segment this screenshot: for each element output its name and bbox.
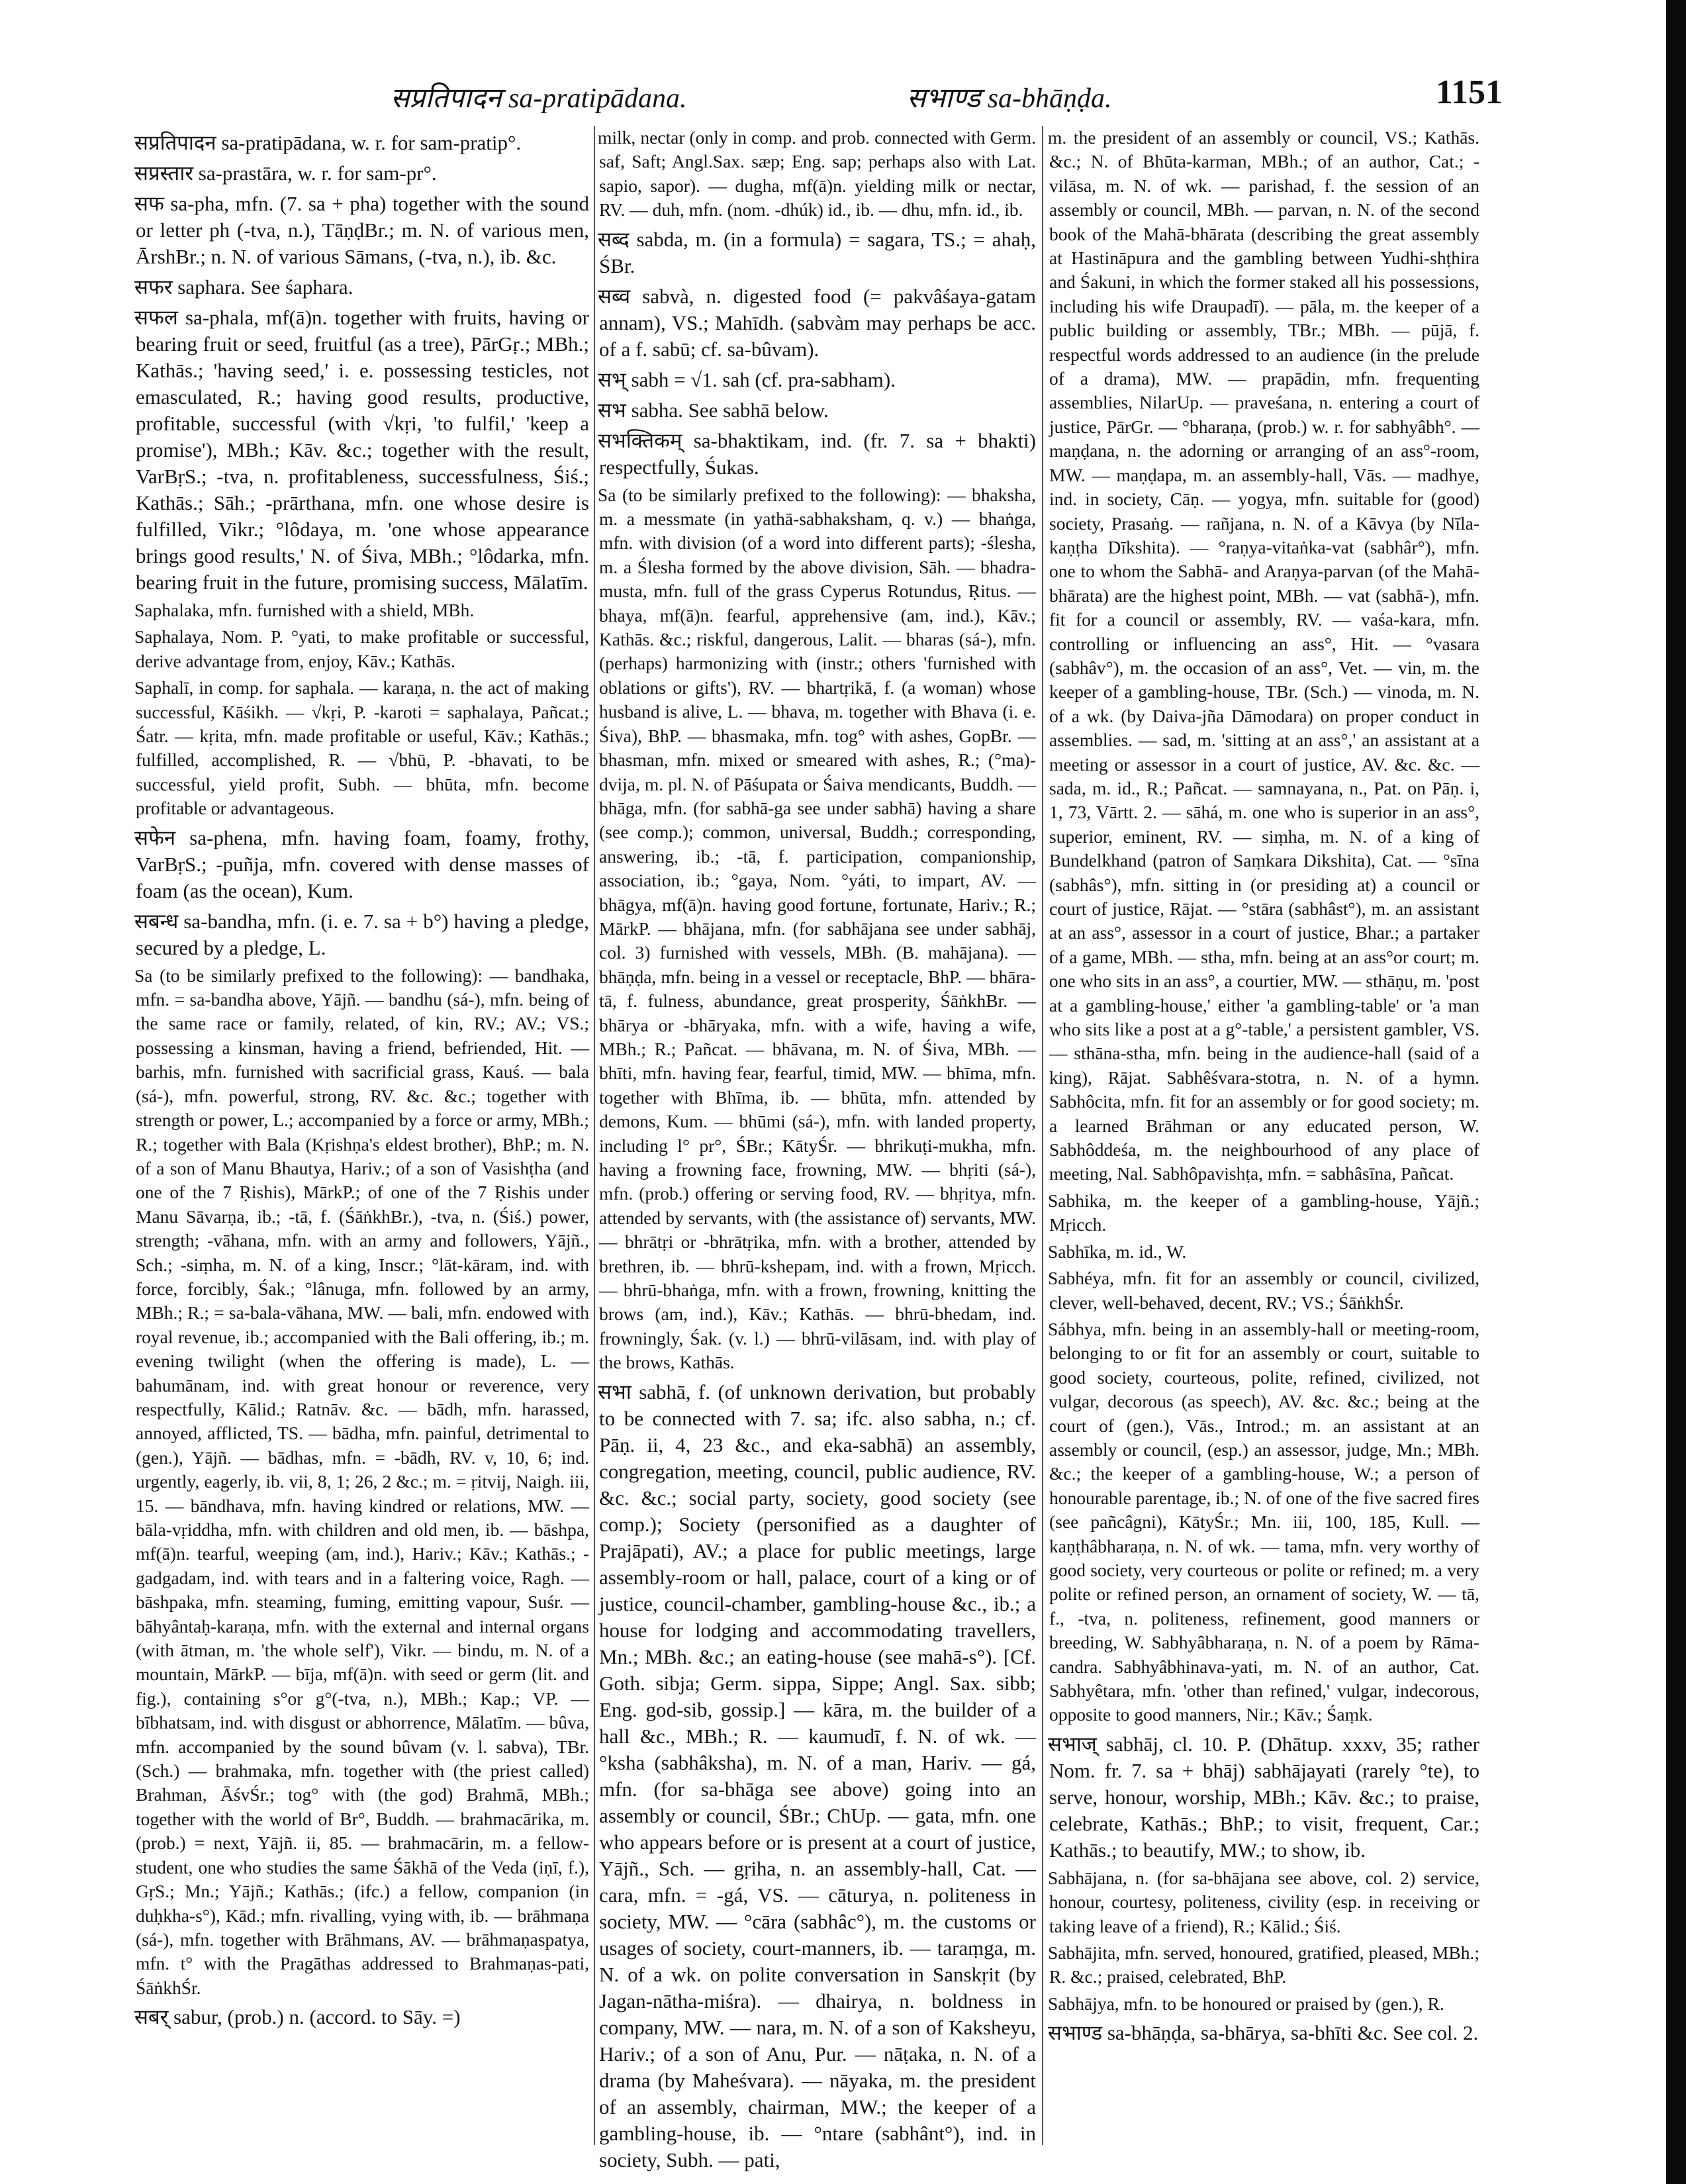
dictionary-entry: Saphalaya, Nom. P. °yati, to make profitable or successful, derive advantage from, enjoy, Kāv.; Kathās.: [134, 626, 589, 671]
dictionary-entry: सभ् sabh = √1. sah (cf. pra-sabham).: [598, 367, 896, 391]
dictionary-entry: Sabhājya, mfn. to be honoured or praised by (gen.), R.: [1048, 1993, 1444, 2014]
dictionary-entry: सफेन sa-phena, mfn. having foam, foamy, frothy, VarBṛS.; -puñja, mfn. covered with dense masses of foam (as the ocean), Kum.: [134, 826, 589, 902]
dictionary-entry: Sa (to be similarly prefixed to the following): — bhaksha, m. a messmate (in yathā-sabhaksham, q. v.) — bhaṅga, mfn. with division (of a word into different parts); -ślesha, m. a Ślesha formed by the above division, Sāh. — bhadra-musta, mfn. full of the grass Cyperus Rotundus, Ṛitus. — bhaya, mf(ā)n. fearful, apprehensive (am, ind.), Kāv.; Kathās. &c.; riskful, dangerous, Lalit. — bharas (sá-), mfn. (perhaps) harmonizing with (instr.; others 'furnished with oblations or gifts'), RV. — bhartṛikā, f. (a woman) whose husband is alive, L. — bhava, m. together with Bhava (i. e. Śiva), BhP. — bhasmaka, mfn. tog° with ashes, GopBr. — bhasman, mfn. mixed or smeared with ashes, R.; (°ma)-dvija, m. pl. N. of Pāśupata or Śaiva mendicants, Buddh. — bhāga, mfn. (for sabhā-ga see under sabhā) having a share (see comp.); common, universal, Buddh.; corresponding, answering, ib.; -tā, f. participation, companionship, association, ib.; °gaya, Nom. °yáti, to impart, AV. — bhāgya, mf(ā)n. having good fortune, fortunate, Hariv.; R.; MārkP. — bhājana, mfn. (for sabhājana see under sabhāj, col. 3) furnished with vessels, MBh. (B. mahājana). — bhāṇḍa, mfn. being in a vessel or receptacle, BhP. — bhāra-tā, f. fulness, abundance, great prosperity, ŚāṅkhBr. — bhārya or -bhāryaka, mfn. with a wife, having a wife, MBh.; R.; Pañcat. — bhāvana, m. N. of Śiva, MBh. — bhīti, mfn. having fear, fearful, timid, MW. — bhīma, mfn. together with Bhīma, ib. — bhūta, mfn. attended by demons, Kum. — bhūmi (sá-), mfn. with landed property, including l° pr°, ŚBr.; KātyŚr. — bhrikuṭi-mukha, mfn. having a frowning face, frowning, MW. — bhṛiti (sá-), mfn. (prob.) offering or serving food, RV. — bhṛitya, mfn. attended by servants, with (the assistance of) servants, MW. — bhrātṛi or -bhrātṛika, mfn. with a brother, attended by brethren, ib. — bhrū-kshepam, ind. with a frown, Mṛicch. — bhrū-bhaṅga, mfn. with a frown, frowning, knitting the brows (am, ind.), Kāv.; Kathās. — bhrū-bhedam, ind. frowningly, Śak. (v. l.) — bhrū-vilāsam, ind. with play of the brows, Kathās.: [598, 484, 1036, 1373]
dictionary-entry: सप्रस्तार sa-prastāra, w. r. for sam-pr°.: [134, 162, 437, 185]
dictionary-entry: Sábhya, mfn. being in an assembly-hall or meeting-room, belonging to or fit for an assembly or court, suitable to good society, courteous, polite, refined, civilized, not vulgar, decorous (as speech), AV. &c. &c.; being at the court of (gen.), Vās., Introd.; m. an assistant at an assembly or council, (esp.) an assessor, judge, Mn.; MBh. &c.; the keeper of a gambling-house, W.; a person of honourable parentage, ib.; N. of one of the five sacred fires (see pañcâgni), KātyŚr.; Mn. iii, 100, 185, Kull. — kaṇṭhâbharaṇa, n. N. of wk. — tama, mfn. very worthy of good society, very courteous or polite or refined; m. a very polite or refined person, an ornament of society, W. — tā, f., -tva, n. politeness, refinement, good manners or breeding, W. Sabhyâbharaṇa, n. N. of a poem by Rāma-candra. Sabhyâbhinava-yati, m. N. of an author, Cat. Sabhyêtara, mfn. 'other than refined,' vulgar, indecorous, opposite to good manners, Nir.; Kāv.; Śaṃk.: [1048, 1318, 1479, 1725]
dictionary-entry: m. the president of an assembly or council, VS.; Kathās. &c.; N. of Bhūta-karman, MBh.; of an author, Cat.; -vilāsa, m. N. of wk. — parishad, f. the session of an assembly or council, MBh. — parvan, n. N. of the second book of the Mahā-bhārata (describing the great assembly at Hastināpura and the gambling between Yudhi-shṭhira and Śakuni, in which the former staked all his possessions, including his wife Draupadī). — pāla, m. the keeper of a public building or assembly, TBr.; MBh. — pūjā, f. respectful words addressed to an audience (in the prelude of a drama), MW. — prapādin, mfn. frequenting assemblies, NilarUp. — praveśana, n. entering a court of justice, PārGr. — °bharaṇa, (prob.) w. r. for sabhyâbh°. — maṇḍana, n. the adorning or arranging of an ass°-room, MW. — maṇḍapa, m. an assembly-hall, Vās. — madhye, ind. in society, Cāṇ. — yogya, mfn. suitable for (good) society, Prasaṅg. — rañjana, n. N. of a Kāvya (by Nīla-kaṇṭha Dīkshita). — °raṇya-vitaṅka-vat (sabhâr°), mfn. one to whom the Sabhā- and Araṇya-parvan (of the Mahā-bhārata) are the highest point, MBh. — vat (sabhā-), mfn. fit for a council or assembly, RV. — vaśa-kara, mfn. controlling or influencing an ass°, Hit. — °vasara (sabhâv°), m. the occasion of an ass°, Vet. — vin, m. the keeper of a gambling-house, TBr. (Sch.) — vinoda, m. N. of a wk. (by Daiva-jña Dāmodara) on proper conduct in assemblies. — sad, m. 'sitting at an ass°,' an assistant at a meeting or assessor in a court of justice, AV. &c. &c. — sada, m. id., R.; Pañcat. — samnayana, n., Pat. on Pāṇ. i, 1, 73, Vārtt. 2. — sāhá, m. one who is superior in an ass°, superior, eminent, RV. — siṃha, m. N. of a king of Bundelkhand (patron of Saṃkara Dikshita), Cat. — °sīna (sabhâs°), mfn. sitting in (or presiding at) a council or court of justice, Rājat. — °stāra (sabhâst°), m. an assistant at an ass°, assessor in a court of justice, Bhar.; a partaker of a game, MBh. — stha, mfn. being at an ass°or court; m. one who sits in an ass°, a courtier, MW. — sthāṇu, m. 'post at a gambling-house,' either 'a gambling-table' or 'a man who sits like a post at a g°-table,' a persistent gambler, VS. — sthāna-stha, mfn. being in the audience-hall (said of a king), Rājat. Sabhêśvara-stotra, n. N. of a hymn. Sabhôcita, mfn. fit for an assembly or for good society; m. a learned Brāhman or any educated person, W. Sabhôddeśa, m. the neighbourhood of any place of meeting, Nal. Sabhôpavishṭa, mfn. = sabhâsīna, Pañcat.: [1048, 127, 1479, 1184]
dictionary-entry: Saphalī, in comp. for saphala. — karaṇa, n. the act of making successful, Kāśikh. — √kṛi, P. -karoti = saphalaya, Pañcat.; Śatr. — kṛita, mfn. made profitable or useful, Kāv.; Kathās.; fulfilled, accomplished, R. — √bhū, P. -bhavati, to be successful, yield profit, Subh. — bhūta, mfn. become profitable or advantageous.: [134, 677, 589, 819]
dictionary-entry: Saphalaka, mfn. furnished with a shield, MBh.: [134, 600, 475, 620]
dictionary-entry: सब्द sabda, m. (in a formula) = sagara, TS.; = ahaḥ, ŚBr.: [598, 227, 1036, 277]
header-right-guide-word: सभाण्ड sa-bhāṇḍa.: [907, 83, 1112, 114]
dictionary-entry: Sabhika, m. the keeper of a gambling-house, Yājñ.; Mṛicch.: [1048, 1190, 1479, 1235]
header-left-guide-word: सप्रतिपादन sa-pratipādana.: [391, 83, 687, 114]
dictionary-entry: सबर् sabur, (prob.) n. (accord. to Sāy. =): [134, 2005, 461, 2029]
dictionary-entry: सभाज् sabhāj, cl. 10. P. (Dhātup. xxxv, 35; rather Nom. fr. 7. sa + bhāj) sabhājayati (rarely °te), to serve, honour, worship, MBh.; Kāv. &c.; to praise, celebrate, Kathās.; BhP.; to visit, frequent, Car.; Kathās.; to beautify, MW.; to show, ib.: [1048, 1732, 1479, 1862]
dictionary-entry: सभा sabhā, f. (of unknown derivation, but probably to be connected with 7. sa; ifc. also sabha, n.; cf. Pāṇ. ii, 4, 23 &c., and eka-sabhā) an assembly, congregation, meeting, council, public audience, RV. &c. &c.; social party, society, good society (see comp.); Society (personified as a daughter of Prajāpati), AV.; a place for public meetings, large assembly-room or hall, palace, court of a king or of justice, council-chamber, gambling-house &c., ib.; a house for lodging and accommodating travellers, Mn.; MBh. &c.; an eating-house (see mahā-s°). [Cf. Goth. sibja; Germ. sippa, Sippe; Angl. Sax. sibb; Eng. god-sib, gossip.] — kāra, m. the builder of a hall &c., MBh.; R. — kaumudī, f. N. of wk. — °ksha (sabhâksha), m. N. of a man, Hariv. — gá, mfn. (for sa-bhāga see above) going into an assembly or council, ŚBr.; ChUp. — gata, mfn. one who appears before or is present at a court of justice, Yājñ., Sch. — gṛiha, n. an assembly-hall, Cat. — cara, mfn. = -gá, VS. — cāturya, n. politeness in society, MW. — °cāra (sabhâc°), m. the customs or usages of society, court-manners, ib. — taraṃga, m. N. of a wk. on polite conversation in Sanskṛit (by Jagan-nātha-miśra). — dhairya, n. boldness in company, MW. — nara, m. N. of a son of Kaksheyu, Hariv.; of a son of Anu, Pur. — nāṭaka, n. N. of a drama (by Maheśvara). — nāyaka, m. the president of an assembly, chairman, MW.; the keeper of a gambling-house, ib. — °ntare (sabhânt°), ind. in society, Subh. — pati,: [598, 1380, 1036, 2171]
dictionary-entry: सभक्तिकम् sa-bhaktikam, ind. (fr. 7. sa + bhakti) respectfully, Śukas.: [598, 428, 1036, 479]
page-edge-shadow: [1666, 0, 1686, 2184]
dictionary-entry: सब्व sabvà, n. digested food (= pakvâśaya-gatam annam), VS.; Mahīdh. (sabvàm may perhaps be acc. of a f. sabū; cf. sa-bûvam).: [598, 284, 1036, 361]
dictionary-entry: सभाण्ड sa-bhāṇḍa, sa-bhārya, sa-bhīti &c. See col. 2.: [1048, 2021, 1479, 2045]
column-2: [598, 126, 1036, 2171]
dictionary-entry: milk, nectar (only in comp. and prob. connected with Germ. saf, Saft; Angl.Sax. sæp; Eng. sap; perhaps also with Lat. sapio, sapor). — dugha, mf(ā)n. yielding milk or nectar, RV. — duh, mfn. (nom. -dhúk) id., ib. — dhu, mfn. id., ib.: [598, 127, 1036, 220]
dictionary-entry: Sabhājana, n. (for sa-bhājana see above, col. 2) service, honour, courtesy, politeness, civility (esp. in receiving or taking leave of a friend), R.; Kālid.; Śiś.: [1048, 1867, 1479, 1936]
dictionary-entry: सभ sabha. See sabhā below.: [598, 398, 829, 422]
dictionary-entry: Sa (to be similarly prefixed to the following): — bandhaka, mfn. = sa-bandha above, Yājñ. — bandhu (sá-), mfn. being of the same race or family, related, of kin, RV.; AV.; VS.; possessing a kinsman, having a friend, befriended, Hit. — barhis, mfn. furnished with sacrificial grass, Kauś. — bala (sá-), mfn. powerful, strong, RV. &c. &c.; together with strength or power, L.; accompanied by a force or army, MBh.; R.; together with Bala (Kṛishṇa's eldest brother), BhP.; m. N. of a son of Manu Bhautya, Hariv.; of a son of Vasishṭha (and one of the 7 Ṛishis), MārkP.; of one of the 7 Ṛishis under Manu Sāvarṇa, ib.; -tā, f. (ŚāṅkhBr.), -tva, n. (Śiś.) power, strength; -vāhana, mfn. with an army and followers, Yājñ., Sch.; -siṃha, m. N. of a king, Inscr.; °lāt-kāram, ind. with force, forcibly, Śak.; °lânuga, mfn. followed by an army, MBh.; R.; = sa-bala-vāhana, MW. — bali, mfn. endowed with royal revenue, ib.; accompanied with the Bali offering, ib.; m. evening twilight (when the offering is made), L. — bahumānam, ind. with great honour or reverence, very respectfully, Kālid.; Ratnāv. &c. — bādh, mfn. harassed, annoyed, afflicted, TS. — bādha, mfn. painful, detrimental to (gen.), Yājñ. — bādhas, mfn. = -bādh, RV. v, 10, 6; ind. urgently, eagerly, ib. vii, 8, 1; 26, 2 &c.; m. = ṛitvij, Naigh. iii, 15. — bāndhava, mfn. having kindred or relations, MW. — bāla-vṛiddha, mfn. with children and old men, ib. — bāshpa, mf(ā)n. tearful, weeping (am, ind.), Hariv.; Kāv.; Kathās.; -gadgadam, ind. with tears and in a faltering voice, Ragh. — bāshpaka, mfn. steaming, fuming, emitting vapour, Suśr. — bāhyântaḥ-karaṇa, mfn. with the external and internal organs (with ātman, m. 'the whole self'), Vikr. — bindu, m. N. of a mountain, MārkP. — bīja, mf(ā)n. with seed or germ (lit. and fig.), containing s°or g°(-tva, n.), MBh.; Kap.; VP. — bībhatsam, ind. with disgust or abhorrence, Mālatīm. — bûva, mfn. accompanied by the sound bûvam (v. l. sabva), TBr. (Sch.) — brahmaka, mfn. together with (the priest called) Brahman, ĀśvŚr.; tog° with (the god) Brahmā, MBh.; together with the world of Br°, Buddh. — brahmacārika, m. (prob.) = next, Yājñ. ii, 85. — brahmacārin, m. a fellow-student, one who studies the same Śākhā of the Veda (iṇī, f.), GṛS.; Mn.; Yājñ.; Kathās.; (ifc.) a fellow, companion (in duḥkha-s°), Kād.; mfn. rivalling, vying with, ib. — brāhmaṇa (sá-), mfn. together with Brāhmans, AV. — brāhmaṇaspatya, mfn. t° with the Pragāthas addressed to Brahmaṇas-pati, ŚāṅkhŚr.: [134, 965, 589, 1998]
dictionary-entry: सफल sa-phala, mf(ā)n. together with fruits, having or bearing fruit or seed, fruitful (as a tree), PārGṛ.; MBh.; Kathās.; 'having seed,' i. e. possessing testicles, not emasculated, R.; having good results, productive, profitable, successful (with √kṛi, 'to fulfil,' 'keep a promise'), MBh.; Kāv. &c.; together with the result, VarBṛS.; -tva, n. profitableness, successfulness, Śiś.; Kathās.; Sāh.; -prārthana, mfn. one whose desire is fulfilled, Vikr.; °lôdaya, m. 'one whose appearance brings good results,' N. of Śiva, MBh.; °lôdarka, mfn. bearing fruit in the future, promising success, Mālatīm.: [134, 306, 589, 594]
dictionary-entry: सप्रतिपादन sa-pratipādana, w. r. for sam-pratip°.: [134, 131, 522, 154]
column-divider: [594, 126, 595, 2145]
column-divider: [1042, 126, 1043, 2145]
dictionary-entry: Sabhīka, m. id., W.: [1048, 1241, 1187, 1262]
dictionary-entry: Sabhéya, mfn. fit for an assembly or council, civilized, clever, well-behaved, decent, RV.; VS.; ŚāṅkhŚr.: [1048, 1268, 1479, 1313]
column-1: [136, 126, 589, 2152]
dictionary-entry: सफर saphara. See śaphara.: [134, 275, 353, 299]
dictionary-entry: सफ sa-pha, mfn. (7. sa + pha) together with the sound or letter ph (-tva, n.), TāṇḍBr.; m. N. of various men, ĀrshBr.; n. N. of various Sāmans, (-tva, n.), ib. &c.: [134, 192, 589, 268]
dictionary-entry: Sabhājita, mfn. served, honoured, gratified, pleased, MBh.; R. &c.; praised, celebrated, BhP.: [1048, 1942, 1479, 1987]
column-3: [1049, 126, 1479, 2152]
dictionary-entry: सबन्ध sa-bandha, mfn. (i. e. 7. sa + b°) having a pledge, secured by a pledge, L.: [134, 909, 589, 959]
page-number: 1151: [1435, 73, 1503, 111]
running-header: [391, 73, 1503, 126]
